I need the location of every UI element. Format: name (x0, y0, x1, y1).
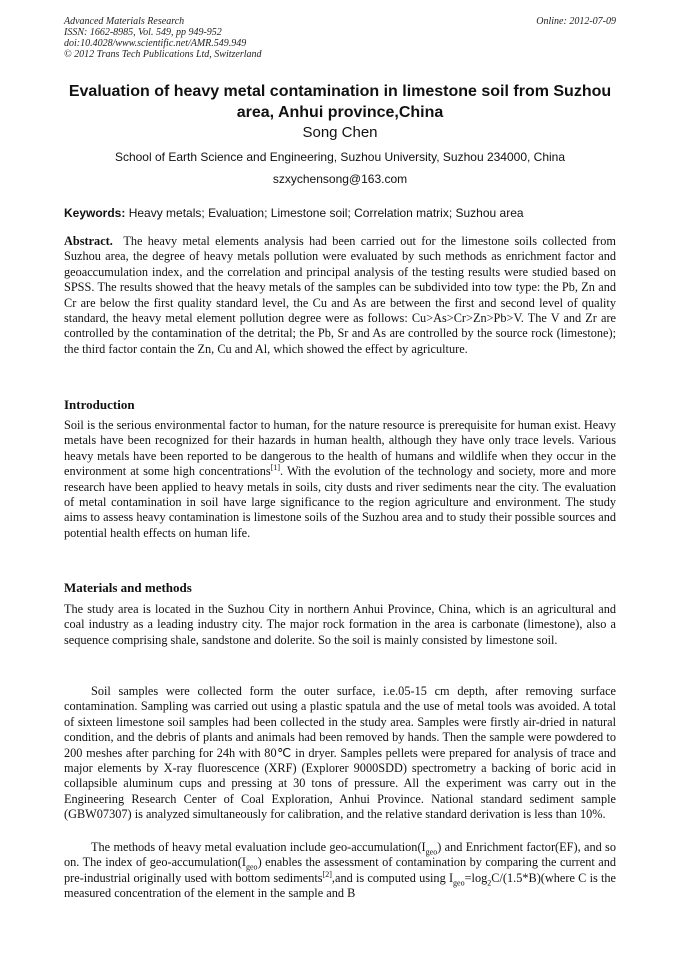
issn-line: ISSN: 1662-8985, Vol. 549, pp 949-952 (64, 27, 222, 38)
keywords-text: Heavy metals; Evaluation; Limestone soil; Correlation matrix; Suzhou area (128, 206, 524, 220)
methods-paragraph-2: Soil samples were collected form the outer surface, i.e.05-15 cm depth, after removing surface contamination. Sampling was carried out using a plastic spatula and the use of metal tools was avoided. A total of sixteen limestone soil samples had been collected in the study area. Samples were firstly air-dried in natural condition, and the debris of plants and animals had been removed by hands. Then the sample were powdered to 200 meshes after parching for 24h with 80℃ in dryer. Samples pellets were prepared for analysis of trace and major elements by X-ray fluorescence (XRF) (Explorer 9000SDD) spectrometry a backing of boric acid in collapsible aluminum cups and pressing at 30 tons of pressure. All the experiment was carry out in the Engineering Research Center of Coal Exploration, Anhui Province. National standard sediment sample (GBW07307) is analyzed simultaneously for calibration, and the relative standard derivation is less than 10%. (64, 684, 616, 822)
ref-2: [2] (322, 869, 332, 879)
journal-name: Advanced Materials Research (64, 16, 185, 27)
author-name: Song Chen (302, 124, 378, 141)
doi-line: doi:10.4028/www.scientific.net/AMR.549.949 (64, 38, 247, 49)
online-date: Online: 2012-07-09 (536, 16, 616, 27)
affiliation: School of Earth Science and Engineering, Suzhou University, Suzhou 234000, China (114, 150, 566, 164)
intro-heading: Introduction (64, 397, 135, 412)
title-line-2: area, Anhui province,China (236, 104, 444, 121)
keywords-label: Keywords: (64, 206, 126, 220)
keywords (64, 205, 616, 221)
title-line-1: Evaluation of heavy metal contamination in limestone soil from Suzhou (68, 83, 612, 100)
intro-paragraph: Soil is the serious environmental factor to human, for the nature resource is prerequisite for human exist. Heavy metals have been recognized for their hazards in human health, although they have only trace levels. Various heavy metals have been reported to be dangerous to the health of humans and wildlife when they occur in the environment at some high concentrations[1]. With the evolution of the technology and society, more and more research have been applied to heavy metals in soils, city dusts and river sediments near the city. The evaluation of metal contamination in soil have large significance to the region agriculture and environment. The study aims to assess heavy contamination is limestone soils of the Suzhou area and to study their possible sources and potential health effects on human life. (64, 418, 616, 540)
methods-paragraph-1: The study area is located in the Suzhou City in northern Anhui Province, China, which is an agricultural and coal industry as a leading industry city. The major rock formation in the area is carbonate (limestone), also a sequence comprising shale, sandstone and dolerite. So the soil is mainly consisted by limestone soil. (64, 602, 616, 647)
methods-heading: Materials and methods (64, 580, 192, 595)
author-email: szxychensong@163.com (272, 172, 408, 186)
ref-1: [1] (270, 463, 281, 473)
abstract (64, 234, 616, 357)
copyright-line: © 2012 Trans Tech Publications Ltd, Switzerland (64, 49, 262, 60)
running-header (64, 16, 616, 60)
abstract-label: Abstract. (64, 234, 113, 248)
paper-title (60, 81, 620, 123)
methods-paragraph-3: The methods of heavy metal evaluation include geo-$accumulation(I_{geo})$ and Enrichment factor(EF), and so on. The index of geo-$accumulation(I_{geo})$ enables the assessment of contamination by comparing the current and pre-industrial originally used with bottom sediments[2],and is computed using $I_{geo}=\log_2C/(1.5*B)(where$ C is the measured concentration of the element in the sample and B (64, 840, 617, 901)
abstract-text: The heavy metal elements analysis had been carried out for the limestone soils collected from Suzhou area, the degree of heavy metals pollution were evaluated by such methods as enrichment factor and geoaccumulation index, and the correlation and principal analysis of the testing results were studied based on SPSS. The results showed that the heavy metals of the samples can be subdivided into tow type: the Pb, Zn and Cr are below the first quality standard level, the Cu and As are between the first and second level of quality standard, the heavy metal element pollution degree were as follows: Cu>As>Cr>Zn>Pb>V. The V and Zr are controlled by the contamination of the detrital; the Pb, Sr and As are controlled by the source rock (limestone); the third factor contain the Zn, Cu and Al, which showed the effect by agriculture. (64, 234, 616, 356)
